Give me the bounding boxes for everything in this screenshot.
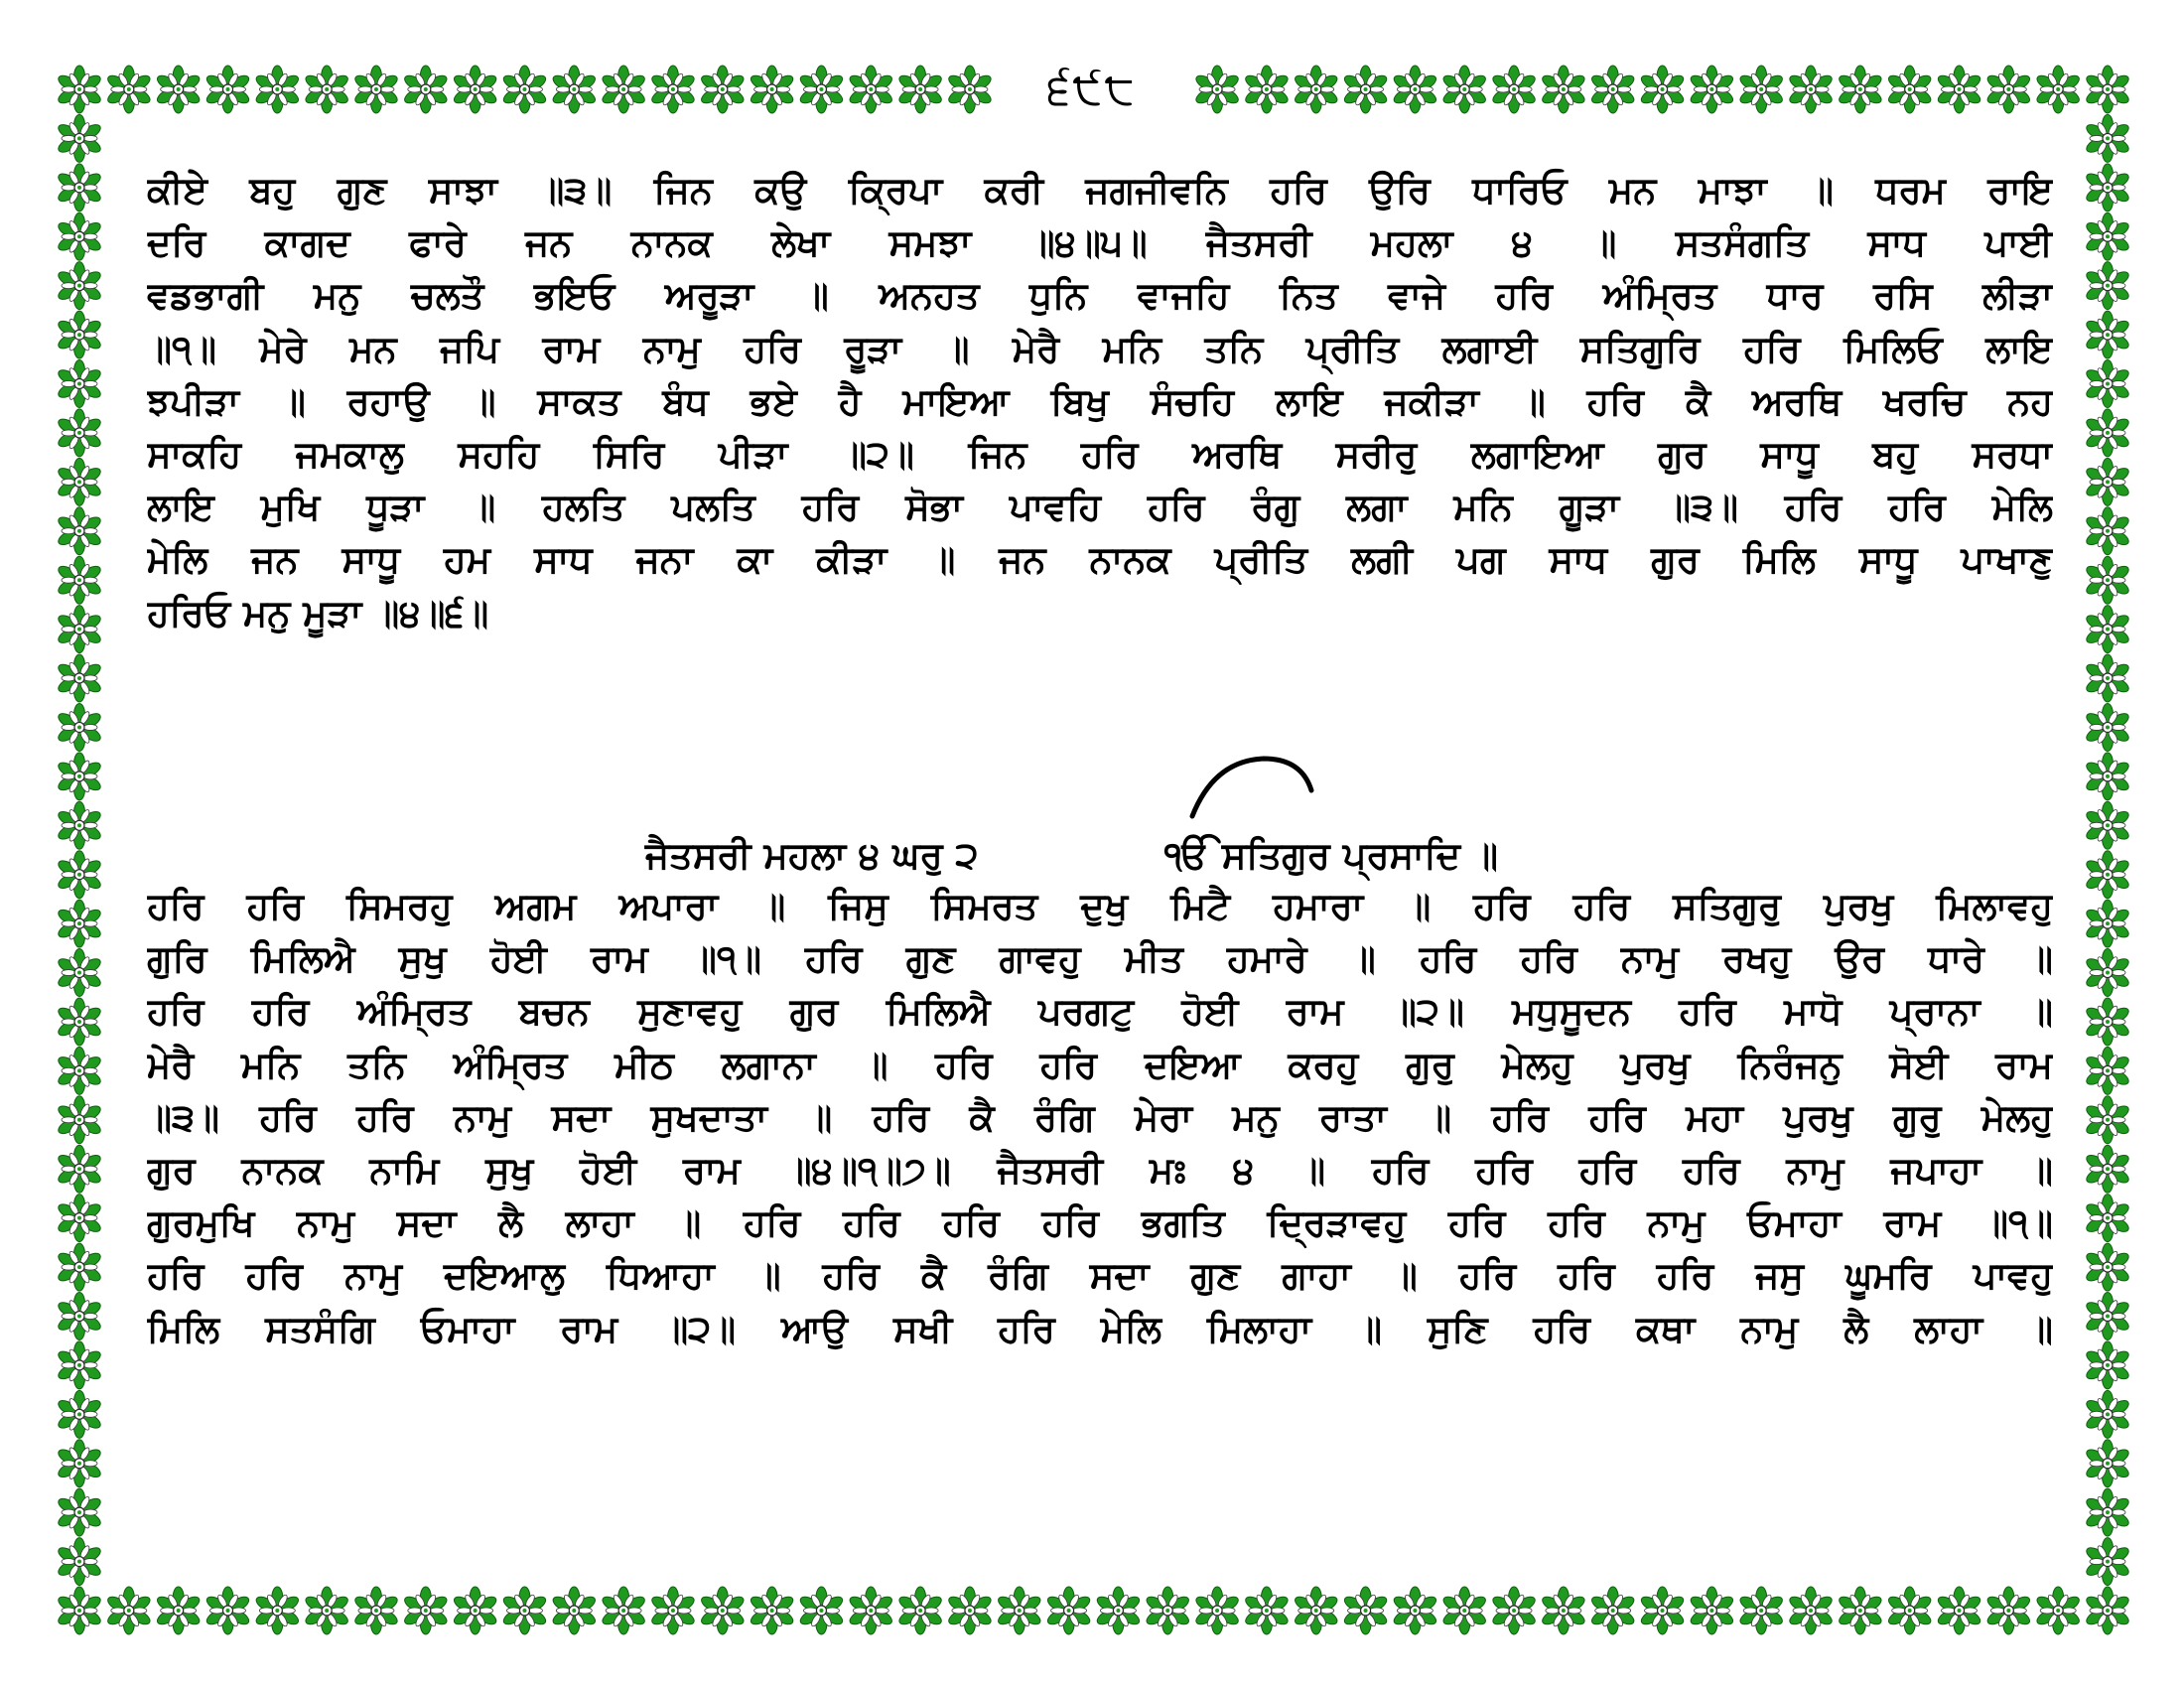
raag-heading: ਜੈਤਸਰੀ ਮਹਲਾ ੪ ਘਰੁ ੨ xyxy=(645,834,979,877)
border-flower xyxy=(946,66,993,113)
gurbani-line: ਹਰਿ ਹਰਿ ਨਾਮੁ ਦਇਆਲੁ ਧਿਆਹਾ ॥ ਹਰਿ ਕੈ ਰੰਗਿ ਸਦਾ ਗੁਣ ਗਾਹਾ ॥ ਹਰਿ ਹਰਿ ਹਰਿ ਜਸੁ ਘੂਮਰਿ ਪਾਵਹੁ xyxy=(147,1254,2053,1298)
border-flower xyxy=(56,703,102,751)
border-flower xyxy=(2035,66,2082,113)
border-flower xyxy=(798,1587,845,1634)
border-flower xyxy=(105,66,152,113)
border-flower xyxy=(1738,66,1785,113)
border-flower xyxy=(601,1587,647,1634)
border-flower xyxy=(56,1243,102,1291)
border-flower xyxy=(2084,753,2130,800)
border-flower xyxy=(551,1587,598,1634)
border-flower xyxy=(56,1390,102,1438)
gurbani-line: ਹਰਿਓ ਮਨੁ ਮੂੜਾ ॥੪॥੬॥ xyxy=(147,591,489,634)
border-flower xyxy=(1540,1587,1586,1634)
border-flower xyxy=(848,1587,894,1634)
border-flower xyxy=(2084,409,2130,457)
border-flower xyxy=(452,1587,498,1634)
border-flower xyxy=(2084,1341,2130,1389)
border-flower xyxy=(1194,66,1241,113)
border-flower xyxy=(1342,66,1389,113)
border-flower xyxy=(1787,1587,1834,1634)
border-flower xyxy=(2084,1243,2130,1291)
border-flower xyxy=(2084,114,2130,162)
gurbani-line: ਮੇਰੈ ਮਨਿ ਤਨਿ ਅੰਮ੍ਰਿਤ ਮੀਠ ਲਗਾਨਾ ॥ ਹਰਿ ਹਰਿ ਦਇਆ ਕਰਹੁ ਗੁਰੁ ਮੇਲਹੁ ਪੁਰਖੁ ਨਿਰੰਜਨੁ ਸੋਈ ਰਾਮ xyxy=(147,1043,2053,1086)
gurbani-line: ਸਾਕਹਿ ਜਮਕਾਲੁ ਸਹਹਿ ਸਿਰਿ ਪੀੜਾ ॥੨॥ ਜਿਨ ਹਰਿ ਅਰਥਿ ਸਰੀਰੁ ਲਗਾਇਆ ਗੁਰ ਸਾਧੂ ਬਹੁ ਸਰਧਾ xyxy=(147,432,2053,476)
border-flower xyxy=(699,66,746,113)
mool-mantar-heading: ੴ ਸਤਿਗੁਰ ਪ੍ਰਸਾਦਿ ॥ xyxy=(1164,834,1498,877)
border-flower xyxy=(56,262,102,310)
border-flower xyxy=(56,507,102,555)
border-flower xyxy=(56,998,102,1046)
border-flower xyxy=(1936,66,1982,113)
gurbani-line: ਦਰਿ ਕਾਗਦ ਫਾਰੇ ਜਨ ਨਾਨਕ ਲੇਖਾ ਸਮਝਾ ॥੪॥੫॥ ਜੈਤਸਰੀ ਮਹਲਾ ੪ ॥ ਸਤਸੰਗਤਿ ਸਾਧ ਪਾਈ xyxy=(147,221,2053,265)
gurbani-line: ਮਿਲਿ ਸਤਸੰਗਿ ਓਮਾਹਾ ਰਾਮ ॥੨॥ ਆਉ ਸਖੀ ਹਰਿ ਮੇਲਿ ਮਿਲਾਹਾ ॥ ਸੁਣਿ ਹਰਿ ਕਥਾ ਨਾਮੁ ਲੈ ਲਾਹਾ ॥ xyxy=(147,1307,2053,1350)
border-flower xyxy=(1985,66,2032,113)
border-flower xyxy=(2084,458,2130,505)
gurbani-line: ਮੇਲਿ ਜਨ ਸਾਧੂ ਹਮ ਸਾਧ ਜਨਾ ਕਾ ਕੀੜਾ ॥ ਜਨ ਨਾਨਕ ਪ੍ਰੀਤਿ ਲਗੀ ਪਗ ਸਾਧ ਗੁਰ ਮਿਲਿ ਸਾਧੂ ਪਾਖਾਣੁ xyxy=(147,538,2053,582)
border-flower xyxy=(1738,1587,1785,1634)
border-flower xyxy=(254,1587,301,1634)
border-flower xyxy=(56,409,102,457)
border-flower xyxy=(2084,507,2130,555)
border-flower xyxy=(2084,262,2130,310)
gurbani-line: ਗੁਰਿ ਮਿਲਿਐ ਸੁਖੁ ਹੋਈ ਰਾਮ ॥੧॥ ਹਰਿ ਗੁਣ ਗਾਵਹੁ ਮੀਤ ਹਮਾਰੇ ॥ ਹਰਿ ਹਰਿ ਨਾਮੁ ਰਖਹੁ ਉਰ ਧਾਰੇ ॥ xyxy=(147,937,2053,981)
border-flower xyxy=(2084,360,2130,408)
border-flower xyxy=(1540,66,1586,113)
border-flower xyxy=(551,66,598,113)
border-flower xyxy=(601,66,647,113)
border-flower xyxy=(2084,1195,2130,1242)
gurbani-line: ਲਾਇ ਮੁਖਿ ਧੂੜਾ ॥ ਹਲਤਿ ਪਲਤਿ ਹਰਿ ਸੋਭਾ ਪਾਵਹਿ ਹਰਿ ਰੰਗੁ ਲਗਾ ਮਨਿ ਗੂੜਾ ॥੩॥ ਹਰਿ ਹਰਿ ਮੇਲਿ xyxy=(147,486,2053,529)
border-flower xyxy=(452,66,498,113)
border-flower xyxy=(56,654,102,702)
border-flower xyxy=(2084,900,2130,947)
border-flower xyxy=(1293,66,1339,113)
border-flower xyxy=(2084,703,2130,751)
gurbani-line: ਗੁਰ ਨਾਨਕ ਨਾਮਿ ਸੁਖੁ ਹੋਈ ਰਾਮ ॥੪॥੧॥੭॥ ਜੈਤਸਰੀ ਮਃ ੪ ॥ ਹਰਿ ਹਰਿ ਹਰਿ ਹਰਿ ਨਾਮੁ ਜਪਾਹਾ ॥ xyxy=(147,1148,2053,1192)
border-flower xyxy=(56,164,102,211)
border-flower xyxy=(2084,1292,2130,1339)
border-flower xyxy=(56,66,102,113)
border-flower xyxy=(649,66,696,113)
border-flower xyxy=(1886,1587,1933,1634)
gurbani-line: ॥੩॥ ਹਰਿ ਹਰਿ ਨਾਮੁ ਸਦਾ ਸੁਖਦਾਤਾ ॥ ਹਰਿ ਕੈ ਰੰਗਿ ਮੇਰਾ ਮਨੁ ਰਾਤਾ ॥ ਹਰਿ ਹਰਿ ਮਹਾ ਪੁਰਖੁ ਗੁਰੁ ਮੇਲਹੁ xyxy=(147,1095,2053,1139)
border-flower xyxy=(1837,66,1883,113)
border-flower xyxy=(56,801,102,849)
gurbani-line: ਹਰਿ ਹਰਿ ਅੰਮ੍ਰਿਤ ਬਚਨ ਸੁਣਾਵਹੁ ਗੁਰ ਮਿਲਿਐ ਪਰਗਟੁ ਹੋਈ ਰਾਮ ॥੨॥ ਮਧੁਸੂਦਨ ਹਰਿ ਮਾਧੋ ਪ੍ਰਾਨਾ ॥ xyxy=(147,990,2053,1034)
border-flower xyxy=(749,66,795,113)
border-flower xyxy=(2084,1096,2130,1144)
border-flower xyxy=(1243,1587,1290,1634)
border-flower xyxy=(56,1047,102,1094)
border-flower xyxy=(1689,1587,1735,1634)
border-flower xyxy=(2084,851,2130,899)
border-flower xyxy=(1589,66,1636,113)
border-flower xyxy=(1145,1587,1191,1634)
border-flower xyxy=(205,1587,251,1634)
border-flower xyxy=(1491,66,1538,113)
border-flower xyxy=(1293,1587,1339,1634)
border-flower xyxy=(2084,654,2130,702)
border-flower xyxy=(1392,66,1438,113)
border-flower xyxy=(56,212,102,260)
border-flower xyxy=(56,311,102,358)
border-flower xyxy=(56,1538,102,1586)
border-flower xyxy=(2084,1587,2130,1634)
border-flower xyxy=(1095,1587,1142,1634)
border-flower xyxy=(649,1587,696,1634)
shabad-text-upper xyxy=(147,164,2053,639)
border-flower xyxy=(848,66,894,113)
border-flower xyxy=(2084,66,2130,113)
border-flower xyxy=(897,1587,944,1634)
border-flower xyxy=(2084,1538,2130,1586)
border-flower xyxy=(946,1587,993,1634)
border-flower xyxy=(996,1587,1042,1634)
border-flower xyxy=(1936,1587,1982,1634)
border-flower xyxy=(2084,801,2130,849)
border-flower xyxy=(1441,1587,1488,1634)
border-flower xyxy=(2084,556,2130,604)
border-flower xyxy=(2084,311,2130,358)
border-flower xyxy=(402,1587,449,1634)
border-flower xyxy=(56,114,102,162)
border-flower xyxy=(1886,66,1933,113)
border-flower xyxy=(2084,164,2130,211)
gurbani-line: ਝਪੀੜਾ ॥ ਰਹਾਉ ॥ ਸਾਕਤ ਬੰਧ ਭਏ ਹੈ ਮਾਇਆ ਬਿਖੁ ਸੰਚਹਿ ਲਾਇ ਜਕੀੜਾ ॥ ਹਰਿ ਕੈ ਅਰਥਿ ਖਰਚਿ ਨਹ xyxy=(147,379,2053,423)
border-flower xyxy=(155,1587,202,1634)
border-flower xyxy=(2084,1145,2130,1193)
gurbani-line: ਕੀਏ ਬਹੁ ਗੁਣ ਸਾਝਾ ॥੩॥ ਜਿਨ ਕਉ ਕ੍ਰਿਪਾ ਕਰੀ ਜਗਜੀਵਨਿ ਹਰਿ ਉਰਿ ਧਾਰਿਓ ਮਨ ਮਾਝਾ ॥ ਧਰਮ ਰਾਇ xyxy=(147,169,2053,211)
border-flower xyxy=(105,1587,152,1634)
border-flower xyxy=(2084,1440,2130,1487)
section-heading xyxy=(147,826,2053,886)
border-flower xyxy=(304,1587,350,1634)
border-flower xyxy=(304,66,350,113)
border-flower xyxy=(254,66,301,113)
border-flower xyxy=(1491,1587,1538,1634)
border-flower xyxy=(352,66,399,113)
gurbani-line: ਗੁਰਮੁਖਿ ਨਾਮੁ ਸਦਾ ਲੈ ਲਾਹਾ ॥ ਹਰਿ ਹਰਿ ਹਰਿ ਹਰਿ ਭਗਤਿ ਦ੍ਰਿੜਾਵਹੁ ਹਰਿ ਹਰਿ ਨਾਮੁ ਓਮਾਹਾ ਰਾਮ ॥੧॥ xyxy=(147,1201,2053,1245)
border-flower xyxy=(2084,949,2130,997)
border-flower xyxy=(56,900,102,947)
border-flower xyxy=(56,1292,102,1339)
page-number: ੬੯੮ xyxy=(1023,58,1161,117)
border-flower xyxy=(501,66,548,113)
border-flower xyxy=(749,1587,795,1634)
border-flower xyxy=(1639,66,1686,113)
border-flower xyxy=(2084,606,2130,653)
border-flower xyxy=(798,66,845,113)
gurbani-line: ॥੧॥ ਮੇਰੇ ਮਨ ਜਪਿ ਰਾਮ ਨਾਮੁ ਹਰਿ ਰੂੜਾ ॥ ਮੇਰੈ ਮਨਿ ਤਨਿ ਪ੍ਰੀਤਿ ਲਗਾਈ ਸਤਿਗੁਰਿ ਹਰਿ ਮਿਲਿਓ ਲਾਇ xyxy=(147,327,2053,370)
border-flower xyxy=(56,1587,102,1634)
border-flower xyxy=(56,1145,102,1193)
border-flower xyxy=(1837,1587,1883,1634)
border-flower xyxy=(56,1195,102,1242)
border-flower xyxy=(56,556,102,604)
border-flower xyxy=(352,1587,399,1634)
border-flower xyxy=(2035,1587,2082,1634)
border-flower xyxy=(56,1488,102,1536)
border-flower xyxy=(2084,998,2130,1046)
border-flower xyxy=(1045,1587,1092,1634)
border-flower xyxy=(56,1096,102,1144)
border-flower xyxy=(56,949,102,997)
border-flower xyxy=(1392,1587,1438,1634)
border-flower xyxy=(56,1440,102,1487)
border-flower xyxy=(2084,212,2130,260)
border-flower xyxy=(2084,1390,2130,1438)
border-flower xyxy=(2084,1488,2130,1536)
border-flower xyxy=(56,851,102,899)
border-flower xyxy=(1689,66,1735,113)
shabad-text-lower xyxy=(147,880,2053,1355)
gurbani-line: ਵਡਭਾਗੀ ਮਨੁ ਚਲਤੌ ਭਇਓ ਅਰੂੜਾ ॥ ਅਨਹਤ ਧੁਨਿ ਵਾਜਹਿ ਨਿਤ ਵਾਜੇ ਹਰਿ ਅੰਮ੍ਰਿਤ ਧਾਰ ਰਸਿ ਲੀੜਾ xyxy=(147,274,2053,318)
border-flower xyxy=(2084,1047,2130,1094)
border-flower xyxy=(56,753,102,800)
border-flower xyxy=(501,1587,548,1634)
border-flower xyxy=(205,66,251,113)
border-flower xyxy=(56,458,102,505)
border-flower xyxy=(1243,66,1290,113)
border-flower xyxy=(402,66,449,113)
border-flower xyxy=(1639,1587,1686,1634)
border-flower xyxy=(56,360,102,408)
border-flower xyxy=(56,1341,102,1389)
border-flower xyxy=(1342,1587,1389,1634)
border-flower xyxy=(155,66,202,113)
gurbani-line: ਹਰਿ ਹਰਿ ਸਿਮਰਹੁ ਅਗਮ ਅਪਾਰਾ ॥ ਜਿਸੁ ਸਿਮਰਤ ਦੁਖੁ ਮਿਟੈ ਹਮਾਰਾ ॥ ਹਰਿ ਹਰਿ ਸਤਿਗੁਰੁ ਪੁਰਖੁ ਮਿਲਾਵਹੁ xyxy=(147,885,2053,927)
border-flower xyxy=(1787,66,1834,113)
border-flower xyxy=(1985,1587,2032,1634)
border-flower xyxy=(1441,66,1488,113)
border-flower xyxy=(897,66,944,113)
border-flower xyxy=(1589,1587,1636,1634)
border-flower xyxy=(699,1587,746,1634)
ek-onkar-arc-ornament xyxy=(1184,751,1323,820)
border-flower xyxy=(56,606,102,653)
border-flower xyxy=(1194,1587,1241,1634)
